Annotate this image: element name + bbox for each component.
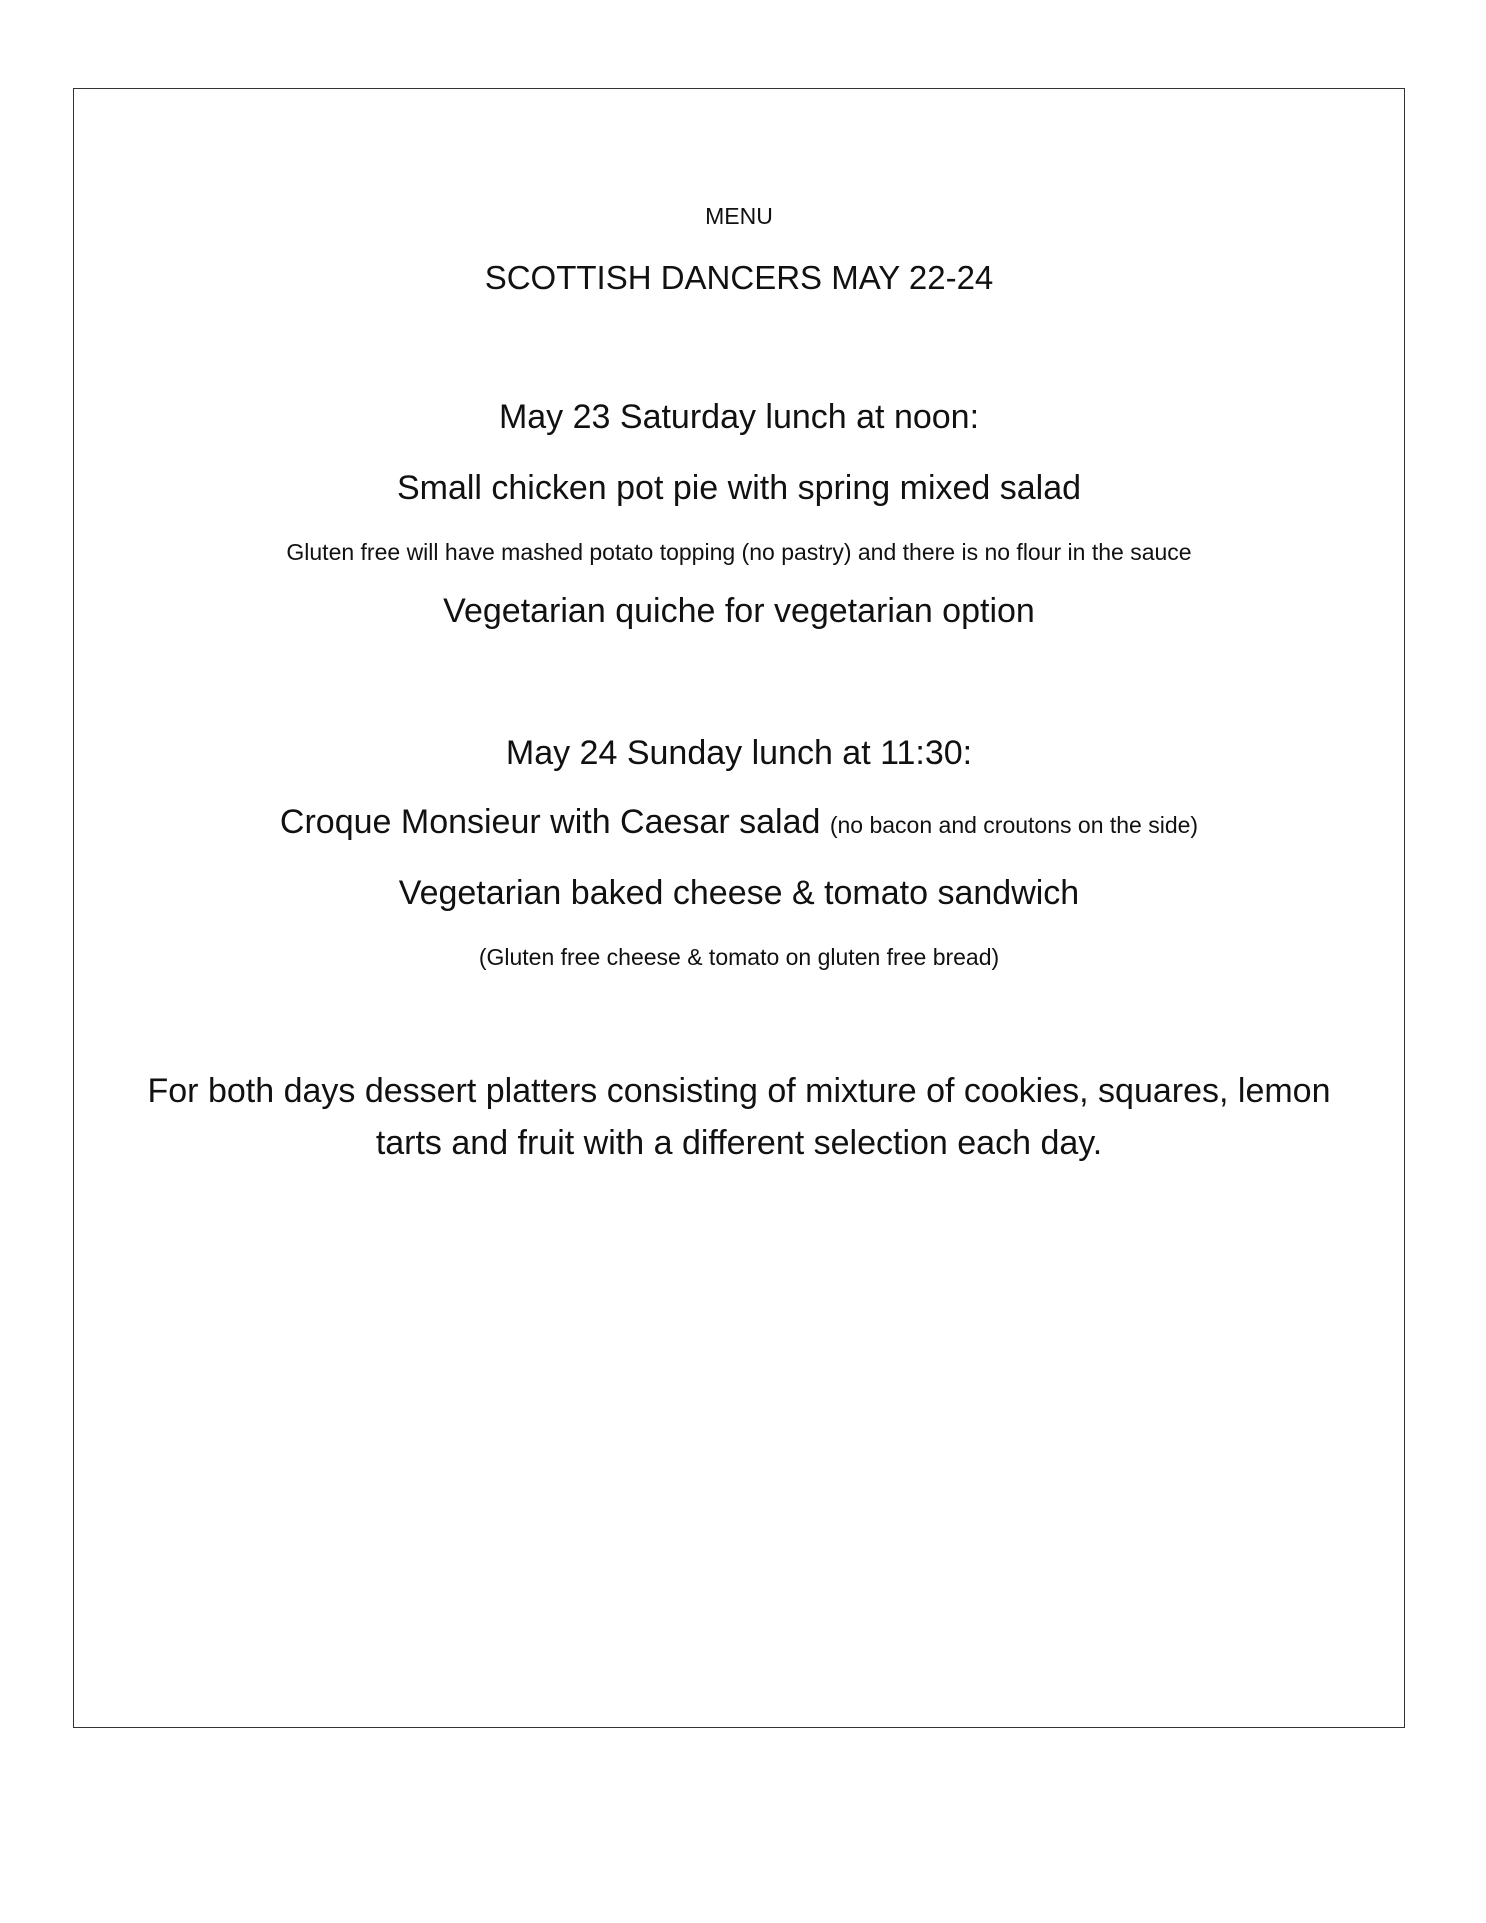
saturday-main-dish: Small chicken pot pie with spring mixed salad (396, 469, 1082, 507)
sunday-vegetarian-option: Vegetarian baked cheese & tomato sandwich (398, 874, 1080, 912)
dessert-note (73, 1065, 1405, 1169)
event-title: SCOTTISH DANCERS MAY 22-24 (484, 259, 994, 296)
sunday-main-dish-note: (no bacon and croutons on the side) (829, 812, 1199, 838)
sunday-gluten-free-note: (Gluten free cheese & tomato on gluten free bread) (478, 944, 1000, 970)
sunday-main-dish-line (73, 803, 1405, 842)
sunday-main-dish: Croque Monsieur with Caesar salad (279, 803, 821, 841)
dessert-line-1: For both days dessert platters consisting of mixture of cookies, squares, lemon (147, 1072, 1331, 1110)
saturday-vegetarian-option: Vegetarian quiche for vegetarian option (443, 592, 1035, 630)
dessert-line-2: tarts and fruit with a different selection each day. (375, 1124, 1103, 1162)
saturday-heading: May 23 Saturday lunch at noon: (498, 398, 980, 436)
menu-label: MENU (705, 203, 773, 229)
saturday-gluten-free-note: Gluten free will have mashed potato topping (no pastry) and there is no flour in the sauce (286, 539, 1192, 565)
sunday-heading: May 24 Sunday lunch at 11:30: (505, 734, 973, 772)
